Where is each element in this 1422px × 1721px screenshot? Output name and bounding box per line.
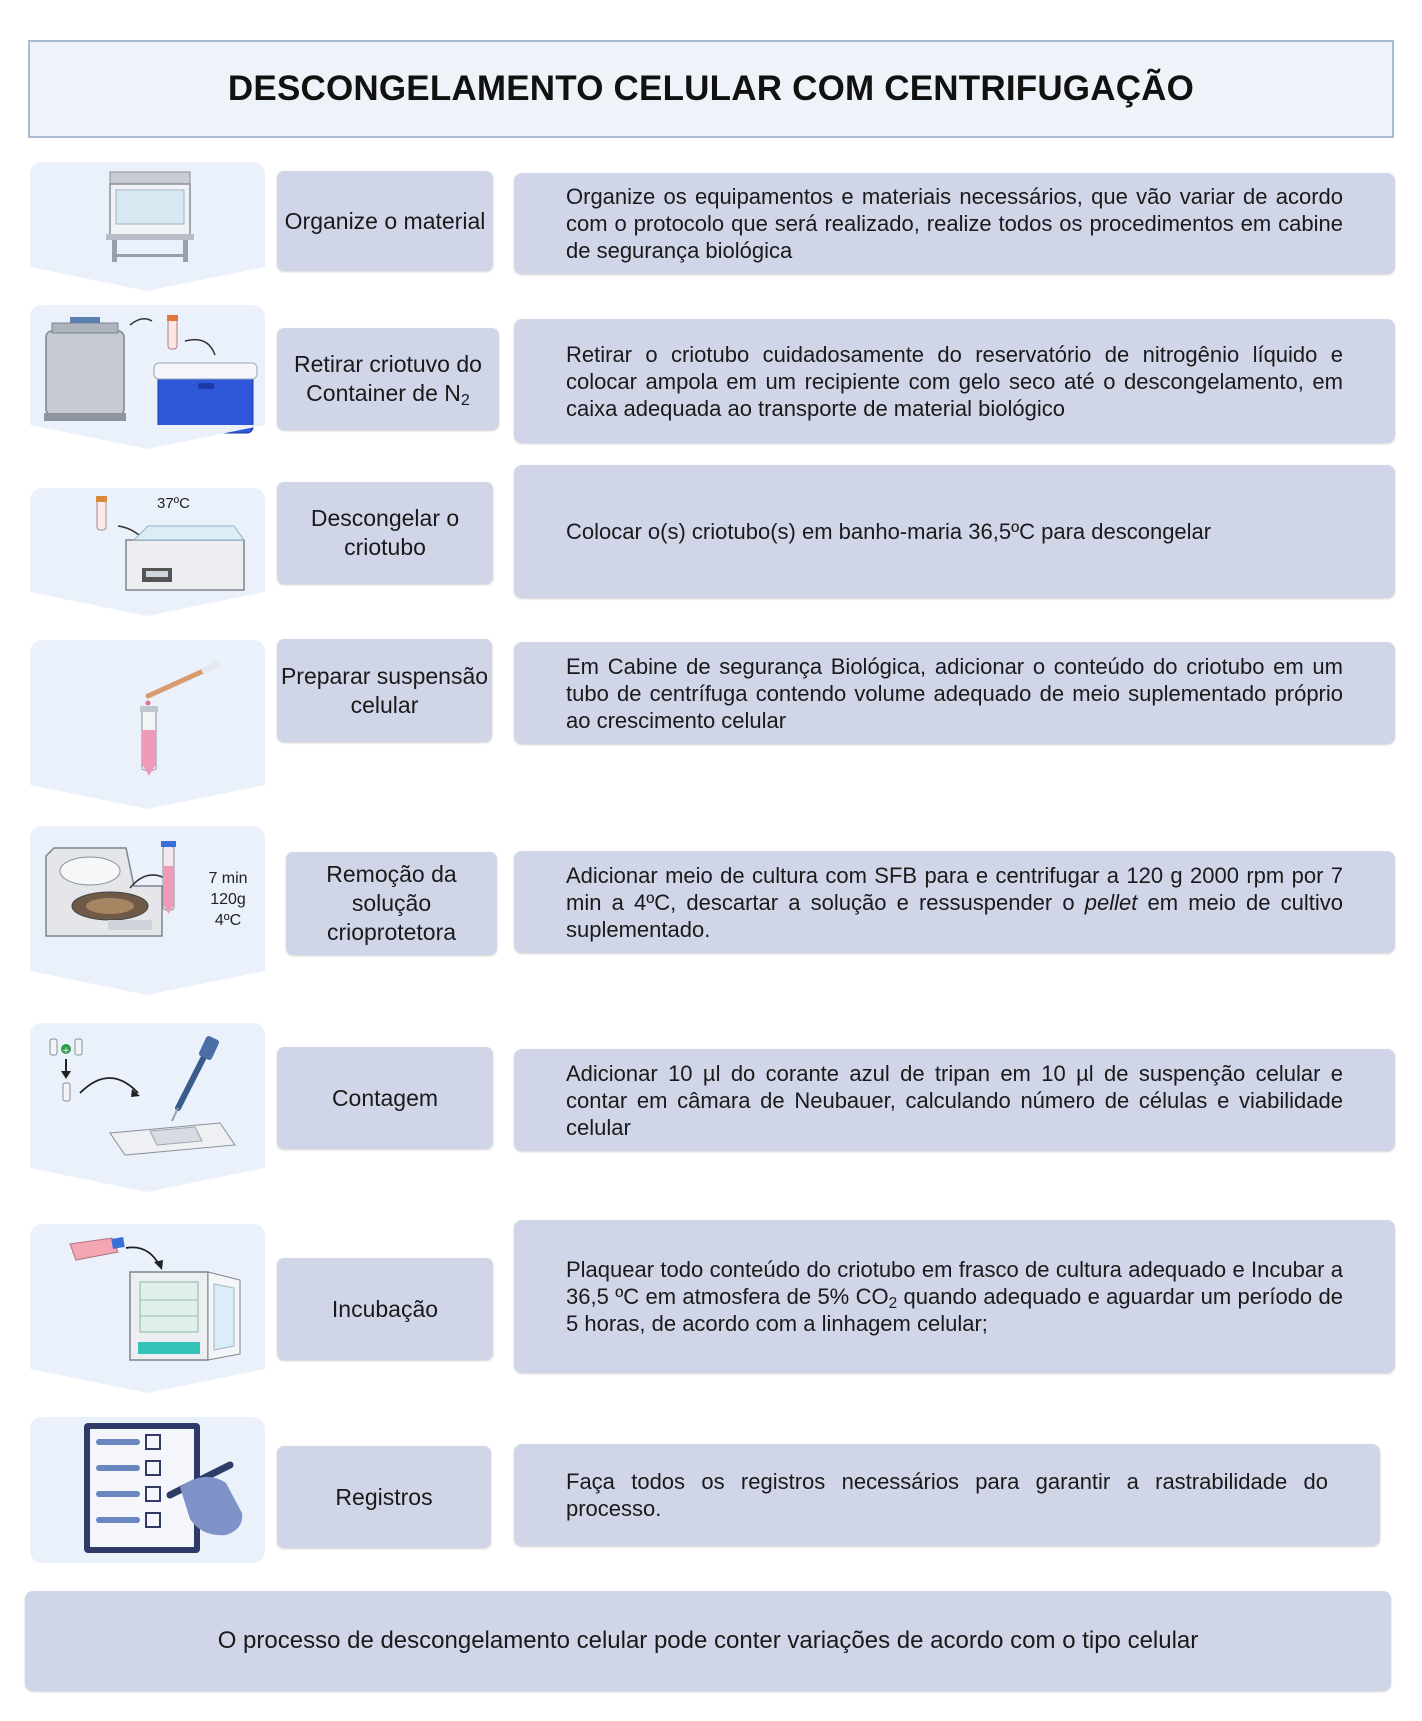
step-5-icon-card xyxy=(30,826,265,971)
checklist-icon xyxy=(30,1417,265,1563)
step-5-description-text xyxy=(566,862,1343,943)
step-8-description-text: Faça todos os registros necessários para garantir a rastrabilidade do processo. xyxy=(566,1469,1328,1521)
biosafety-cabinet-icon xyxy=(30,162,265,267)
pipette-tube-icon xyxy=(30,640,265,785)
step-2-description-text: Retirar o criotubo cuidadosamente do reservatório de nitrogênio líquido e colocar ampola em um recipiente com gelo seco até o descongelamento, em caixa adequada ao transporte de material biológico xyxy=(566,341,1343,421)
step-5-description xyxy=(514,851,1395,953)
step-8-label: Registros xyxy=(277,1446,491,1548)
step-4-icon-card xyxy=(30,640,265,785)
step-5-description-part-1: Adicionar meio de cultura com SFB para e centrifugar a 120 g 2000 rpm por 7 min a 4ºC, descartar a solução e ressuspender o xyxy=(566,862,1343,915)
step-1-label: Organize o material xyxy=(277,171,493,271)
neubauer-chamber-icon xyxy=(30,1023,265,1168)
step-8-icon-card xyxy=(30,1417,265,1563)
step-1-icon-card xyxy=(30,162,265,267)
step-2-label xyxy=(277,328,499,430)
step-7-description-text xyxy=(566,1256,1343,1337)
step-3-label: Descongelar o criotubo xyxy=(277,482,493,584)
step-1-description xyxy=(514,173,1395,274)
step-7-description-subscript: 2 xyxy=(888,1294,898,1312)
step-5-label: Remoção da solução crioprotetora xyxy=(286,852,497,955)
step-8-description xyxy=(514,1444,1380,1546)
water-bath-temp-text: 37ºC xyxy=(157,495,190,512)
step-3-icon-card xyxy=(30,488,265,592)
centrifuge-force-text: 120g xyxy=(210,891,246,908)
step-4-description-text: Em Cabine de segurança Biológica, adicionar o conteúdo do criotubo em um tubo de centrífuga contendo volume adequado de meio suplementado próprio ao crescimento celular xyxy=(566,653,1343,733)
step-2-label-subscript: 2 xyxy=(460,391,470,410)
step-3-description-text: Colocar o(s) criotubo(s) em banho-maria 36,5ºC para descongelar xyxy=(566,519,1212,544)
page-title: DESCONGELAMENTO CELULAR COM CENTRIFUGAÇÃO xyxy=(28,40,1394,138)
step-7-label: Incubação xyxy=(277,1258,493,1360)
centrifuge-icon xyxy=(30,826,265,971)
step-4-label: Preparar suspensão celular xyxy=(277,639,492,742)
svg-text:+: + xyxy=(62,1046,70,1056)
footer-note: O processo de descongelamento celular pode conter variações de acordo com o tipo celular xyxy=(25,1591,1391,1691)
centrifuge-time-text: 7 min xyxy=(208,870,248,887)
centrifuge-temp-text: 4ºC xyxy=(214,912,242,929)
step-4-description xyxy=(514,642,1395,744)
step-2-description xyxy=(514,319,1395,443)
step-6-icon-card xyxy=(30,1023,265,1168)
step-2-label-text: Retirar criotuvo do Container de N xyxy=(294,351,482,406)
step-2-icon-card xyxy=(30,305,265,425)
step-5-description-italic: pellet xyxy=(1084,889,1138,915)
step-6-label: Contagem xyxy=(277,1047,493,1149)
step-7-description xyxy=(514,1220,1395,1373)
step-6-description-text: Adicionar 10 µl do corante azul de tripan em 10 µl de suspenção celular e contar em câmara de Neubauer, calculando número de células e viabilidade celular xyxy=(566,1060,1343,1140)
step-1-description-text: Organize os equipamentos e materiais necessários, que vão variar de acordo com o protocolo que será realizado, realize todos os procedimentos em cabine de segurança biológica xyxy=(566,184,1343,263)
step-7-description-part-2: quando adequado e aguardar um período de 5 horas, de acordo com a linhagem celular; xyxy=(566,1284,1344,1336)
step-5-description-part-2: em meio de cultivo suplementado. xyxy=(566,889,1343,942)
water-bath-icon xyxy=(30,488,265,592)
step-6-description xyxy=(514,1049,1395,1151)
incubator-icon xyxy=(30,1224,265,1369)
step-7-description-part-1: Plaquear todo conteúdo do criotubo em frasco de cultura adequado e Incubar a 36,5 ºC em atmosfera de 5% CO xyxy=(566,1257,1343,1309)
step-7-icon-card xyxy=(30,1224,265,1369)
step-3-description xyxy=(514,465,1395,598)
